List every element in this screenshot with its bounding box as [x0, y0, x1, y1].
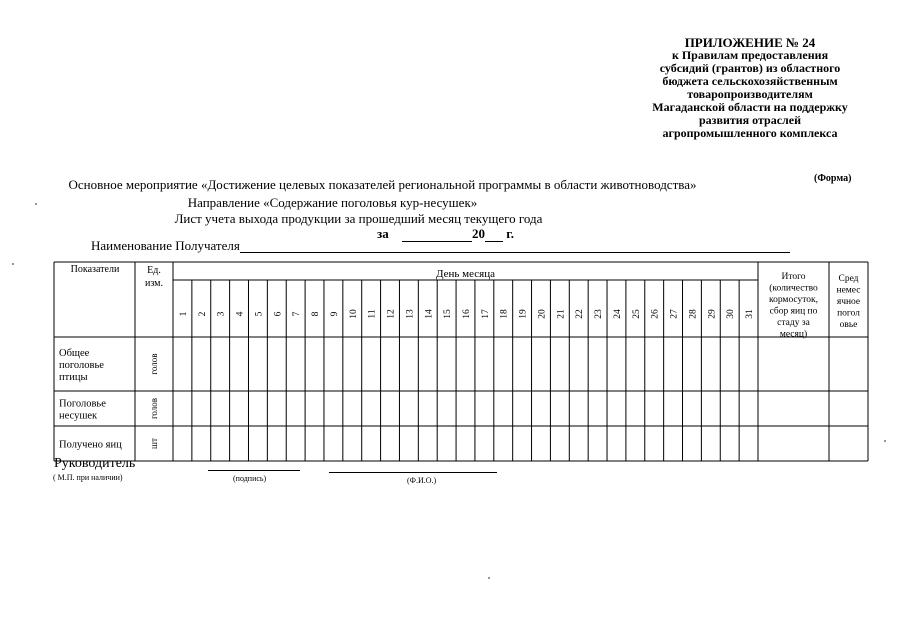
fio-field[interactable]: [329, 472, 497, 473]
day-number: 6: [273, 311, 284, 317]
row-unit: голов: [149, 397, 159, 420]
appendix-line: к Правилам предоставления: [671, 48, 829, 62]
day-number: 3: [216, 311, 227, 317]
header-unit: изм.: [145, 278, 163, 289]
day-number: 29: [707, 309, 718, 319]
direction-heading: Направление «Содержание поголовья кур-несушек»: [187, 195, 478, 210]
appendix-line: бюджета сельскохозяйственным: [662, 74, 838, 88]
day-number: 9: [329, 311, 340, 317]
day-number: 30: [726, 309, 737, 319]
day-number: 31: [745, 309, 756, 319]
day-number: 15: [443, 309, 454, 319]
header-indicators: Показатели: [70, 264, 120, 275]
row-label: поголовье: [59, 360, 104, 371]
header-average: ячное: [836, 297, 861, 307]
day-number: 12: [386, 309, 397, 319]
header-total: сбор яиц по: [769, 306, 818, 317]
row-label: Поголовье: [59, 398, 106, 410]
day-number: 21: [556, 309, 567, 319]
row-label: Общее: [59, 348, 90, 359]
header-total: месяц): [779, 329, 808, 340]
row-label: Получено яиц: [59, 439, 122, 451]
day-number: 20: [537, 309, 548, 319]
row-label: несушек: [59, 410, 98, 422]
day-number: 16: [462, 309, 472, 319]
header-total: стаду за: [777, 318, 810, 328]
header-unit: Ед.: [147, 265, 161, 276]
signature-field[interactable]: [208, 470, 300, 471]
header-days: День месяца: [435, 268, 496, 280]
form-label: (Форма): [814, 173, 852, 184]
day-number: 7: [292, 311, 303, 317]
table-text: [59, 264, 860, 451]
header-total: Итого: [781, 272, 806, 282]
header-average: погол: [837, 308, 860, 319]
day-number: 2: [197, 311, 208, 317]
scan-speck: [35, 203, 37, 205]
header-average: немес: [836, 285, 861, 296]
header-total: кормосуток,: [768, 295, 819, 305]
period-prefix: за: [377, 226, 389, 241]
appendix-line: субсидий (грантов) из областного: [659, 61, 841, 75]
day-number: 13: [405, 309, 416, 319]
sheet-heading: Лист учета выхода продукции за прошедший месяц текущего года: [174, 211, 543, 226]
scan-speck: [12, 263, 14, 265]
day-number: 14: [424, 309, 435, 319]
day-number: 11: [367, 309, 378, 319]
header-average: овье: [839, 320, 858, 330]
appendix-title: ПРИЛОЖЕНИЕ № 24: [684, 35, 816, 50]
day-number: 18: [499, 309, 510, 319]
day-number: 19: [518, 309, 529, 319]
day-number: 4: [235, 311, 246, 317]
day-number: 5: [254, 311, 265, 317]
day-number: 8: [311, 311, 322, 317]
header-total: (количество: [769, 283, 818, 294]
day-number: 22: [575, 309, 586, 319]
header-average: Сред: [838, 274, 859, 284]
appendix-line: развития отраслей: [698, 113, 802, 127]
period-suffix: г.: [506, 226, 514, 241]
day-number: 1: [178, 311, 189, 317]
day-number: 23: [594, 309, 605, 319]
appendix-line: агропромышленного комплекса: [662, 126, 838, 140]
leader-label: Руководитель: [54, 456, 136, 471]
day-number: 17: [480, 309, 491, 319]
table-grid: [54, 262, 868, 461]
measure-heading: Основное мероприятие «Достижение целевых показателей региональной программы в области животноводства»: [68, 177, 697, 192]
scan-speck: [884, 440, 886, 442]
recipient-label: Наименование Получателя: [91, 238, 240, 253]
scan-speck: [488, 577, 490, 579]
day-number: 26: [650, 309, 661, 319]
row-unit: шт: [149, 438, 159, 449]
row-unit: голов: [149, 353, 159, 375]
day-number: 10: [348, 309, 359, 319]
row-label: птицы: [59, 372, 88, 383]
day-number: 25: [631, 309, 642, 319]
appendix-line: Магаданской области на поддержку: [652, 100, 848, 114]
day-number: 24: [612, 309, 623, 319]
period-year: 20: [472, 226, 486, 241]
fio-caption: (Ф.И.О.): [407, 476, 437, 485]
appendix-line: товаропроизводителям: [687, 87, 813, 101]
stamp-caption: ( М.П. при наличии): [53, 473, 123, 482]
signature-caption: (подпись): [233, 474, 267, 483]
day-number: 27: [669, 309, 680, 319]
day-number: 28: [688, 309, 699, 319]
